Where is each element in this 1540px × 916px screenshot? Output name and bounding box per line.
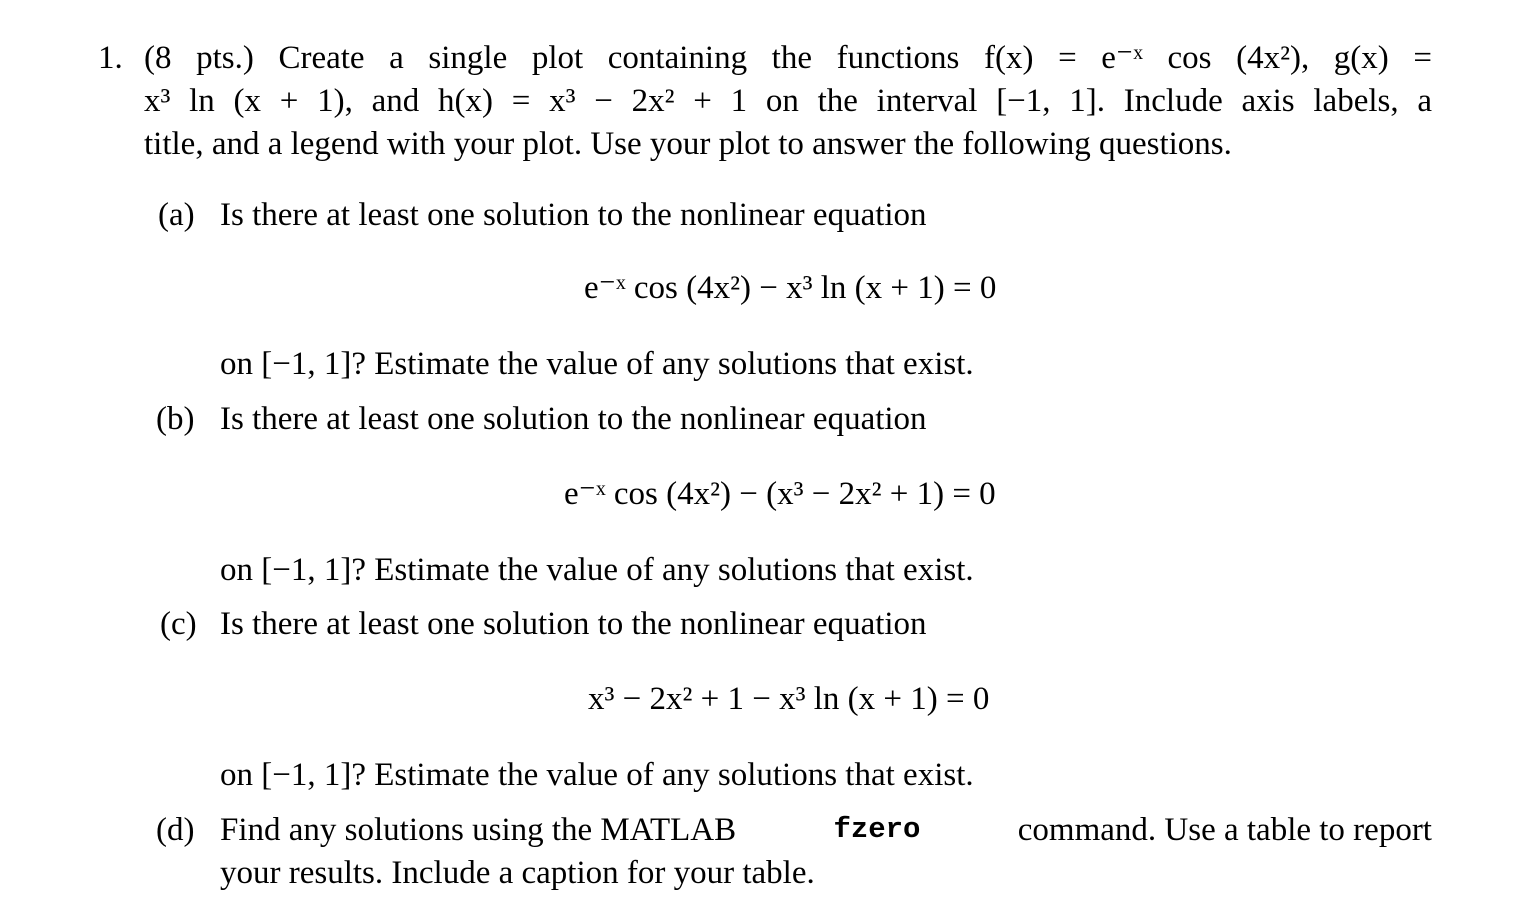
problem-intro-line-3: title, and a legend with your plot. Use your plot to answer the following questions. xyxy=(144,126,1232,162)
part-b-question: Is there at least one solution to the nonlinear equation xyxy=(220,401,927,437)
part-d-question-line-2: your results. Include a caption for your table. xyxy=(220,855,815,891)
part-b-equation: e⁻ˣ cos (4x²) − (x³ − 2x² + 1) = 0 xyxy=(564,476,996,512)
part-d-question-pre: Find any solutions using the MATLAB xyxy=(220,812,737,848)
part-c-question: Is there at least one solution to the nonlinear equation xyxy=(220,606,927,642)
part-a-label: (a) xyxy=(158,197,195,233)
problem-intro-line-1: (8 pts.) Create a single plot containing the functions f(x) = e⁻ˣ cos (4x²), g(x) = xyxy=(144,40,1432,76)
problem-number: 1. xyxy=(98,40,123,76)
part-c-followup: on [−1, 1]? Estimate the value of any solutions that exist. xyxy=(220,757,974,793)
part-b-label: (b) xyxy=(156,401,195,437)
part-d-question-post: command. Use a table to report xyxy=(1017,812,1432,848)
part-c-equation: x³ − 2x² + 1 − x³ ln (x + 1) = 0 xyxy=(588,681,990,717)
problem-intro-line-2: x³ ln (x + 1), and h(x) = x³ − 2x² + 1 on the interval [−1, 1]. Include axis labels, a xyxy=(144,83,1432,119)
fzero-command: fzero xyxy=(833,813,921,846)
part-c-label: (c) xyxy=(160,606,197,642)
part-d-question-line-1 xyxy=(220,810,1432,850)
part-a-followup: on [−1, 1]? Estimate the value of any solutions that exist. xyxy=(220,346,974,382)
part-b-followup: on [−1, 1]? Estimate the value of any solutions that exist. xyxy=(220,552,974,588)
part-a-equation: e⁻ˣ cos (4x²) − x³ ln (x + 1) = 0 xyxy=(584,270,997,306)
part-a-question: Is there at least one solution to the nonlinear equation xyxy=(220,197,927,233)
part-d-label: (d) xyxy=(156,812,195,848)
